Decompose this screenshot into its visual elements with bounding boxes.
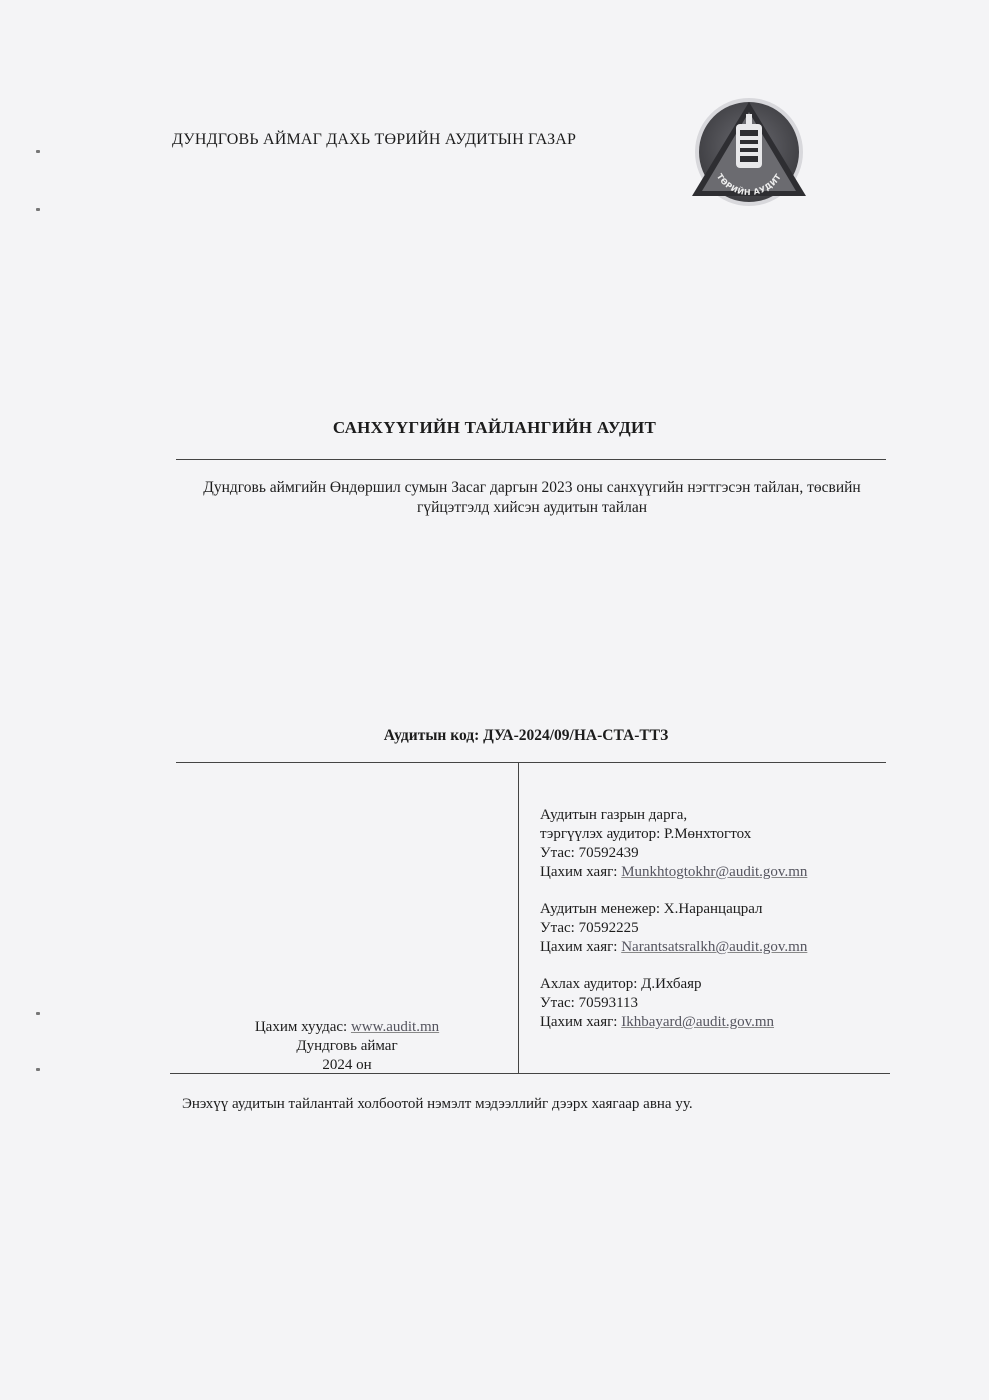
table-top-rule — [176, 762, 886, 763]
contact-role: Ахлах аудитор: Д.Ихбаяр — [540, 976, 702, 992]
punch-mark — [36, 1012, 40, 1015]
table-column-divider — [518, 763, 519, 1073]
website-line — [176, 1018, 518, 1037]
email-label: Цахим хаяг: — [540, 939, 622, 955]
audit-code: Аудитын код: ДУА-2024/09/НА-СТА-ТТЗ — [383, 727, 669, 744]
email-link[interactable]: Ikhbayard@audit.gov.mn — [621, 1014, 775, 1030]
svg-text:ТӨРИЙН АУДИТ: ТӨРИЙН АУДИТ — [714, 172, 784, 198]
report-title: САНХҮҮГИЙН ТАЙЛАНГИЙН АУДИТ — [332, 418, 657, 437]
divider — [176, 459, 886, 460]
contact-role: Аудитын газрын дарга, — [540, 807, 688, 823]
email-link[interactable]: Narantsatsralkh@audit.gov.mn — [621, 939, 808, 955]
state-audit-emblem-icon — [688, 96, 810, 208]
email-link[interactable]: Munkhtogtokhr@audit.gov.mn — [621, 864, 808, 880]
email-label: Цахим хаяг: — [540, 1014, 622, 1030]
contact-list — [540, 806, 807, 1032]
footer-note: Энэхүү аудитын тайлантай холбоотой нэмэлт мэдээллийг дээрх хаягаар авна уу. — [182, 1096, 693, 1112]
contact-email-line — [540, 863, 807, 882]
year: 2024 он — [322, 1057, 372, 1073]
contact-role: тэргүүлэх аудитор: Р.Мөнхтогтох — [540, 826, 752, 842]
contact-phone: Утас: 70592225 — [540, 920, 639, 936]
publisher-info — [176, 1018, 518, 1075]
contact-email-line — [540, 1013, 807, 1032]
contact-phone: Утас: 70592439 — [540, 845, 639, 861]
punch-mark — [36, 208, 40, 211]
subtitle-line: гүйцэтгэлд хийсэн аудитын тайлан — [416, 499, 648, 516]
website-link[interactable]: www.audit.mn — [350, 1019, 440, 1035]
location: Дундговь аймаг — [296, 1038, 398, 1054]
organization-name: ДУНДГОВЬ АЙМАГ ДАХЬ ТӨРИЙН АУДИТЫН ГАЗАР — [172, 131, 577, 148]
punch-mark — [36, 150, 40, 153]
contact-role: Аудитын менежер: Х.Наранцацрал — [540, 901, 763, 917]
punch-mark — [36, 1068, 40, 1071]
website-label: Цахим хуудас: — [254, 1019, 351, 1035]
email-label: Цахим хаяг: — [540, 864, 622, 880]
subtitle-line: Дундговь аймгийн Өндөршил сумын Засаг даргын 2023 оны санхүүгийн нэгтгэсэн тайлан, төсвийн — [203, 479, 861, 496]
contact-phone: Утас: 70593113 — [540, 995, 639, 1011]
contact-email-line — [540, 938, 807, 957]
report-subtitle — [172, 478, 892, 518]
